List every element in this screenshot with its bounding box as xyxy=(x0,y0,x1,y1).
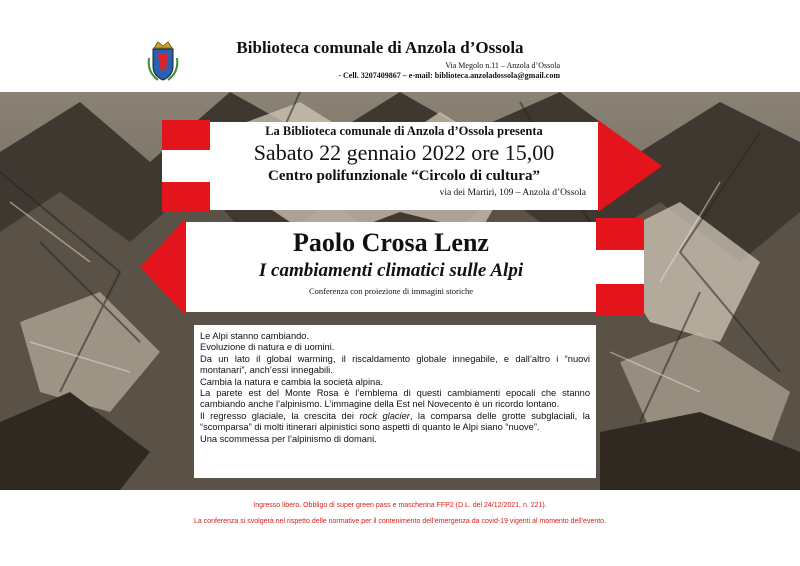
description-emphasis: rock glacier xyxy=(359,410,410,421)
description-line: Le Alpi stanno cambiando. xyxy=(200,331,310,341)
event-date: Sabato 22 gennaio 2022 ore 15,00 xyxy=(253,140,555,165)
footer xyxy=(0,490,800,566)
talk-sign-left-arrow xyxy=(140,218,644,316)
library-address: Via Megolo n.11 – Anzola d’Ossola xyxy=(445,61,560,70)
event-intro: La Biblioteca comunale di Anzola d’Ossola presenta xyxy=(265,124,543,138)
description-paragraph xyxy=(200,411,590,434)
event-sign-right-arrow xyxy=(162,120,662,212)
sign-flag-stripe xyxy=(596,218,644,316)
sign-flag-stripe xyxy=(162,120,210,212)
arrow-right-icon xyxy=(598,120,662,212)
talk-subtitle: Conferenza con proiezione di immagini storiche xyxy=(308,286,474,296)
description-paragraph: La parete est del Monte Rosa è l’emblema di questi cambiamenti epocali che stanno cambiando anche l’alpinismo. L’immagine della Est nel Novecento è un ricordo lontano. xyxy=(200,388,590,410)
library-contacts: - Cell. 3207409867 – e-mail: biblioteca.anzoladossola@gmail.com xyxy=(338,71,560,80)
description-line: Una scommessa per l’alpinismo di domani. xyxy=(200,433,377,444)
description-paragraph: Da un lato il global warming, il riscaldamento globale innegabile, e dall’altro i “nuovi montanari”, anch’essi innegabili. xyxy=(200,353,590,376)
arrow-left-icon xyxy=(140,218,186,316)
library-name: Biblioteca comunale di Anzola d’Ossola xyxy=(236,38,524,57)
municipal-crest-icon xyxy=(146,38,180,82)
description-box xyxy=(194,325,596,478)
description-text: Il regresso glaciale, la crescita dei xyxy=(200,410,360,421)
description-line: Cambia la natura e cambia la società alpina. xyxy=(200,376,383,387)
entry-notice: Ingresso libero. Obbligo di super green pass e mascherina FFP2 (D.L. del 24/12/2021, n. 221). xyxy=(253,502,547,509)
speaker-name: Paolo Crosa Lenz xyxy=(293,228,489,257)
header xyxy=(0,0,800,92)
description-line: Evoluzione di natura e di uomini. xyxy=(200,342,335,353)
talk-title: I cambiamenti climatici sulle Alpi xyxy=(258,260,524,281)
description-text: , la comparsa delle grotte subglaciali, la “scomparsa” di molti itinerari alpinistici sono aspetti di quanto le Alpi siano “nuove”. xyxy=(200,410,590,433)
event-venue: Centro polifunzionale “Circolo di cultura” xyxy=(268,168,540,184)
covid-notice: La conferenza si svolgerà nel rispetto delle normative per il contenimento dell’emergenza da covid-19 vigenti al momento dell’evento. xyxy=(193,518,607,525)
event-street: via dei Martiri, 109 – Anzola d’Ossola xyxy=(439,188,586,198)
